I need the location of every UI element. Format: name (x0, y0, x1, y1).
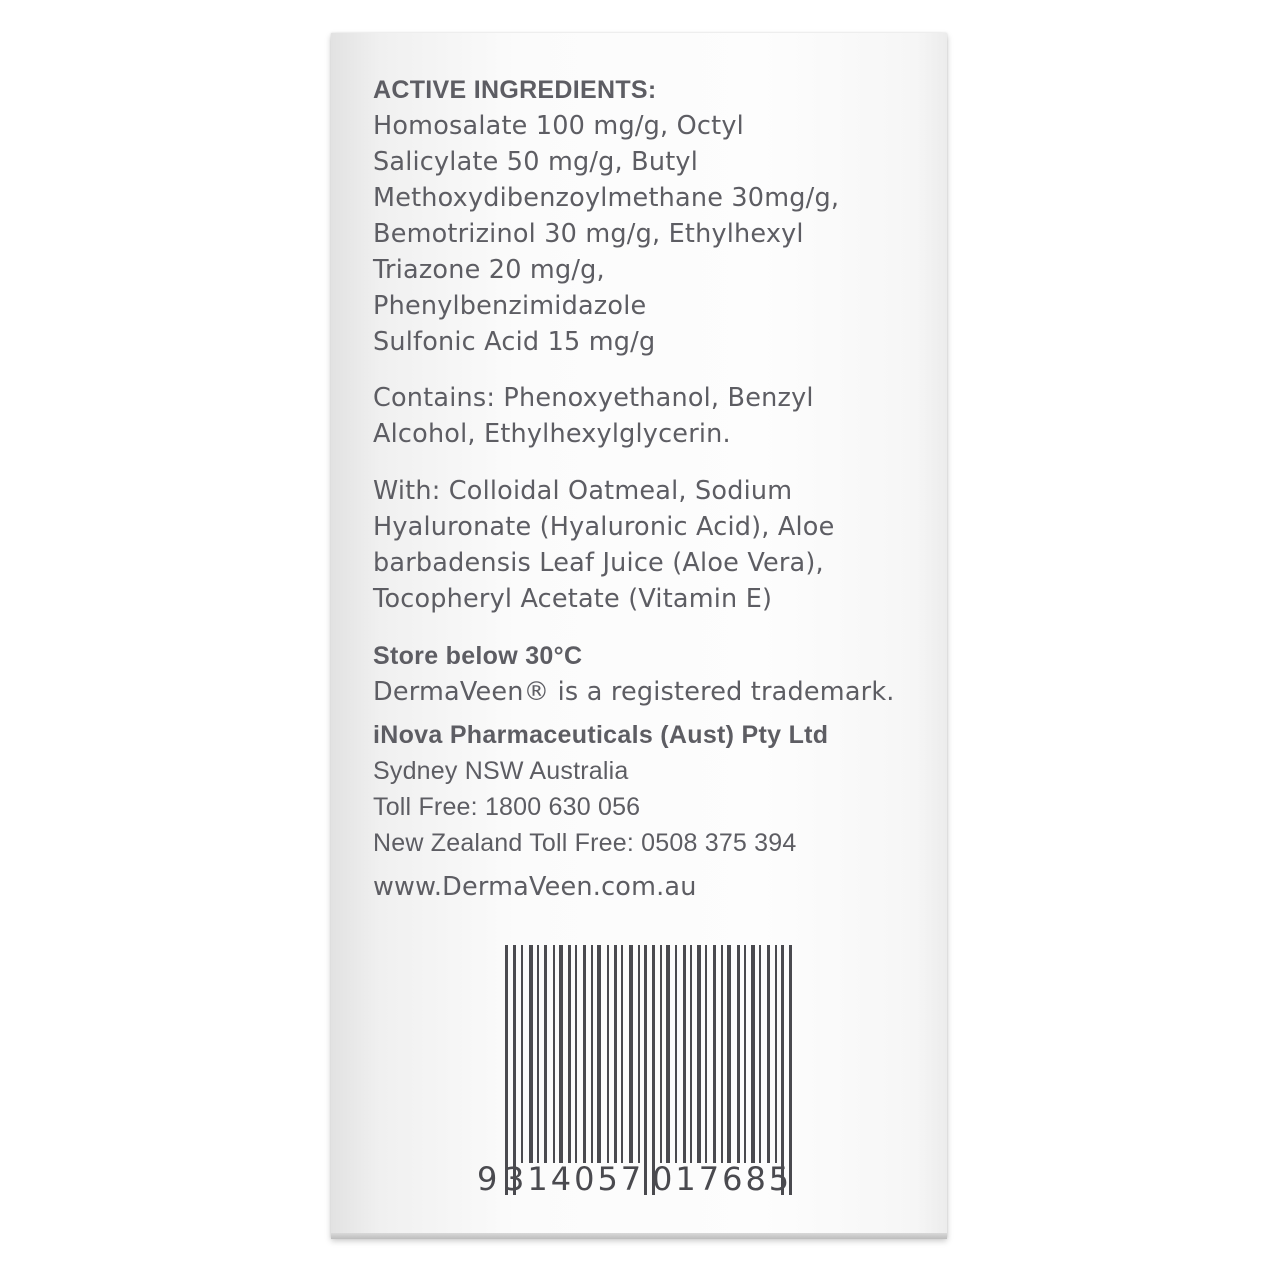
active-ingredient-line: Triazone 20 mg/g, (373, 255, 605, 285)
active-ingredients-section (373, 72, 839, 360)
barcode-bar (705, 945, 707, 1163)
barcode-bar (721, 945, 723, 1163)
barcode-bar (683, 945, 686, 1163)
barcode-bar (537, 945, 539, 1163)
barcode-guard-bar (644, 945, 647, 1195)
barcode-guard-bar (781, 945, 784, 1195)
barcode-bar (727, 945, 731, 1163)
active-ingredient-line: Salicylate 50 mg/g, Butyl (373, 147, 698, 177)
barcode-bar (775, 945, 777, 1163)
barcode-bar (759, 945, 761, 1163)
company-name: iNova Pharmaceuticals (Aust) Pty Ltd (373, 721, 829, 749)
barcode-bar (521, 945, 523, 1163)
barcode-bar (583, 945, 586, 1163)
active-ingredient-line: Bemotrizinol 30 mg/g, Ethylhexyl (373, 219, 804, 249)
barcode-bar (553, 945, 555, 1163)
website-section (373, 869, 697, 905)
with-line: barbadensis Leaf Juice (Aloe Vera), (373, 548, 824, 578)
barcode-left-digits: 314057 (504, 1160, 645, 1198)
barcode-bar (544, 945, 547, 1163)
with-line: Hyaluronate (Hyaluronic Acid), Aloe (373, 512, 835, 542)
barcode-guard-bar (652, 945, 655, 1195)
barcode-bar (559, 945, 563, 1163)
barcode-guard-bar (789, 945, 792, 1195)
active-ingredient-line: Homosalate 100 mg/g, Octyl (373, 111, 744, 141)
barcode-bar (621, 945, 623, 1163)
barcode-bar (638, 945, 640, 1163)
toll-free-au: Toll Free: 1800 630 056 (373, 793, 641, 821)
barcode-first-digit: 9 (477, 1160, 500, 1198)
barcode-bar (568, 945, 571, 1163)
contains-line: Alcohol, Ethylhexylglycerin. (373, 419, 731, 449)
barcode-bar (591, 945, 593, 1163)
barcode-bar (575, 945, 577, 1163)
with-line: Tocopheryl Acetate (Vitamin E) (373, 584, 773, 614)
barcode-bar (744, 945, 746, 1163)
barcode-guard-bar (513, 945, 516, 1195)
barcode-right-digits: 017685 (652, 1160, 793, 1198)
barcode-bar (675, 945, 677, 1163)
barcode-bar (737, 945, 740, 1163)
barcode-guard-bar (505, 945, 508, 1195)
active-ingredients-heading: ACTIVE INGREDIENTS: (373, 76, 657, 104)
barcode-bar (666, 945, 670, 1163)
trademark-notice: DermaVeen® is a registered trademark. (373, 677, 895, 707)
contains-section (373, 380, 814, 452)
barcode-bar (607, 945, 609, 1163)
storage-instruction: Store below 30°C (373, 642, 583, 670)
barcode-bar (751, 945, 755, 1163)
active-ingredient-line: Phenylbenzimidazole (373, 291, 647, 321)
website-url: www.DermaVeen.com.au (373, 872, 697, 902)
barcode-bar (697, 945, 701, 1163)
barcode-bar (767, 945, 770, 1163)
company-address: Sydney NSW Australia (373, 757, 629, 785)
active-ingredient-line: Sulfonic Acid 15 mg/g (373, 327, 656, 357)
barcode-bar (629, 945, 633, 1163)
barcode-bar (597, 945, 601, 1163)
with-line: With: Colloidal Oatmeal, Sodium (373, 476, 793, 506)
with-section (373, 473, 835, 617)
contains-line: Contains: Phenoxyethanol, Benzyl (373, 383, 814, 413)
box-bottom-edge (331, 1233, 947, 1239)
company-section (373, 717, 828, 861)
storage-section (373, 638, 895, 710)
barcode-bar (614, 945, 617, 1163)
barcode-bar (713, 945, 716, 1163)
active-ingredient-line: Methoxydibenzoylmethane 30mg/g, (373, 183, 840, 213)
barcode-bar (529, 945, 533, 1163)
toll-free-nz: New Zealand Toll Free: 0508 375 394 (373, 829, 797, 857)
barcode-bar (690, 945, 692, 1163)
barcode-bar (660, 945, 662, 1163)
